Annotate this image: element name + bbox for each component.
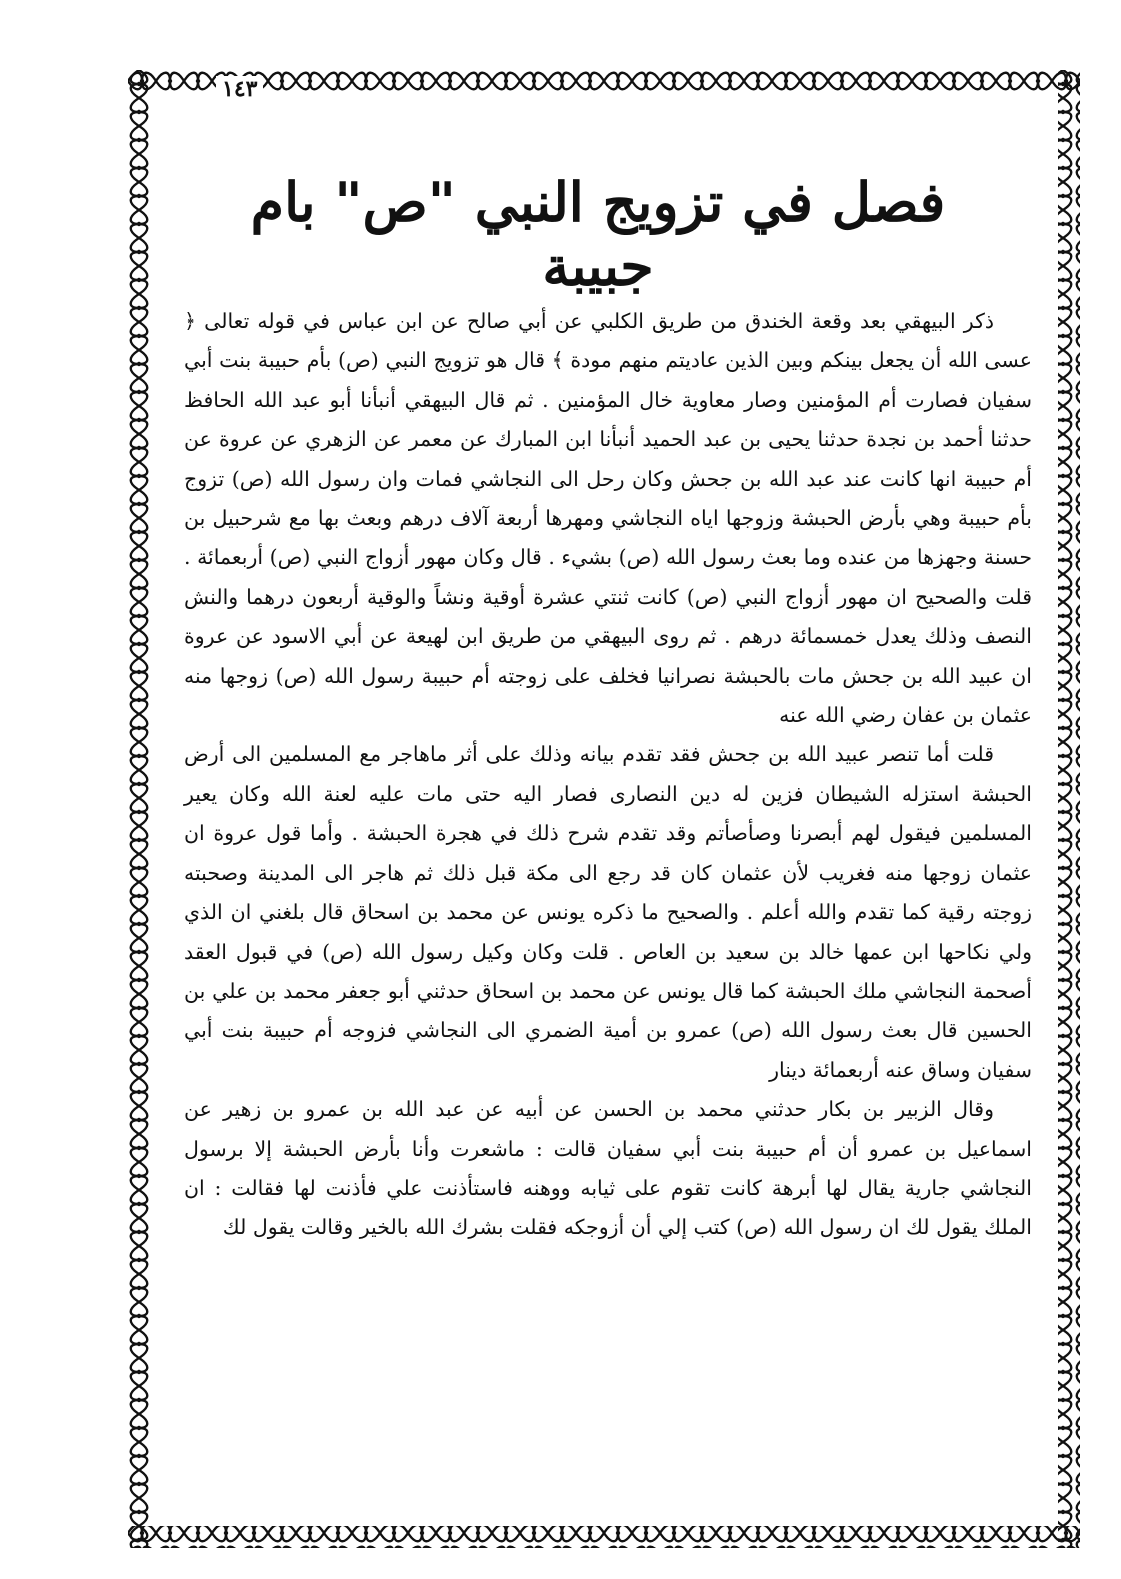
body-text bbox=[184, 302, 1032, 1248]
page-number: ١٤٣ bbox=[216, 76, 263, 102]
paragraph: ذكر البيهقي بعد وقعة الخندق من طريق الكلبي عن أبي صالح عن ابن عباس في قوله تعالى ﴿ عسى الله أن يجعل بينكم وبين الذين عاديتم منهم مودة ﴾ قال هو تزويج النبي (ص) بأم حبيبة بنت أبي سفيان فصارت أم المؤمنين وصار معاوية خال المؤمنين . ثم قال البيهقي أنبأنا أبو عبد الله الحافظ حدثنا أحمد بن نجدة حدثنا يحيى بن عبد الحميد أنبأنا ابن المبارك عن معمر عن الزهري عن عروة عن أم حبيبة انها كانت عند عبد الله بن جحش وكان رحل الى النجاشي فمات وان رسول الله (ص) تزوج بأم حبيبة وهي بأرض الحبشة وزوجها اياه النجاشي ومهرها أربعة آلاف درهم وبعث بها مع شرحبيل بن حسنة وجهزها من عنده وما بعث رسول الله (ص) بشيء . قال وكان مهور أزواج النبي (ص) أربعمائة . قلت والصحيح ان مهور أزواج النبي (ص) كانت ثنتي عشرة أوقية ونشاً والوقية أربعون درهما والنش النصف وذلك يعدل خمسمائة درهم . ثم روى البيهقي من طريق ابن لهيعة عن أبي الاسود عن عروة ان عبيد الله بن جحش مات بالحبشة نصرانيا فخلف على زوجته أم حبيبة رسول الله (ص) زوجها منه عثمان بن عفان رضي الله عنه bbox=[184, 309, 1032, 728]
paragraph: قلت أما تنصر عبيد الله بن جحش فقد تقدم بيانه وذلك على أثر ماهاجر مع المسلمين الى أرض الحبشة استزله الشيطان فزين له دين النصارى فصار اليه حتى مات عليه لعنة الله وكان يعير المسلمين فيقول لهم أبصرنا وصأصأتم وقد تقدم شرح ذلك في هجرة الحبشة . وأما قول عروة ان عثمان زوجها منه فغريب لأن عثمان كان قد رجع الى مكة قبل ذلك ثم هاجر الى المدينة وصحبته زوجته رقية كما تقدم والله أعلم . والصحيح ما ذكره يونس عن محمد بن اسحاق قال بلغني ان الذي ولي نكاحها ابن عمها خالد بن سعيد بن العاص . قلت وكان وكيل رسول الله (ص) في قبول العقد أصحمة النجاشي ملك الحبشة كما قال يونس عن محمد بن اسحاق حدثني أبو جعفر محمد بن علي بن الحسين قال بعث رسول الله (ص) عمرو بن أمية الضمري الى النجاشي فزوجه أم حبيبة بنت أبي سفيان وساق عنه أربعمائة دينار bbox=[184, 742, 1032, 1082]
page-frame bbox=[128, 70, 1080, 1548]
chapter-title: فصل في تزويج النبي "ص" بام جبيبة bbox=[250, 170, 946, 298]
paragraph: وقال الزبير بن بكار حدثني محمد بن الحسن عن أبيه عن عبد الله بن عمرو بن زهير عن اسماعيل بن عمرو أن أم حبيبة بنت أبي سفيان قالت : ماشعرت وأنا بأرض الحبشة إلا برسول النجاشي جارية يقال لها أبرهة كانت تقوم على ثيابه ووهنه فاستأذنت علي فأذنت لها فقالت : ان الملك يقول لك ان رسول الله (ص) كتب إلي أن أزوجكه فقلت بشرك الله بالخير وقالت يقول لك bbox=[184, 1097, 1032, 1240]
